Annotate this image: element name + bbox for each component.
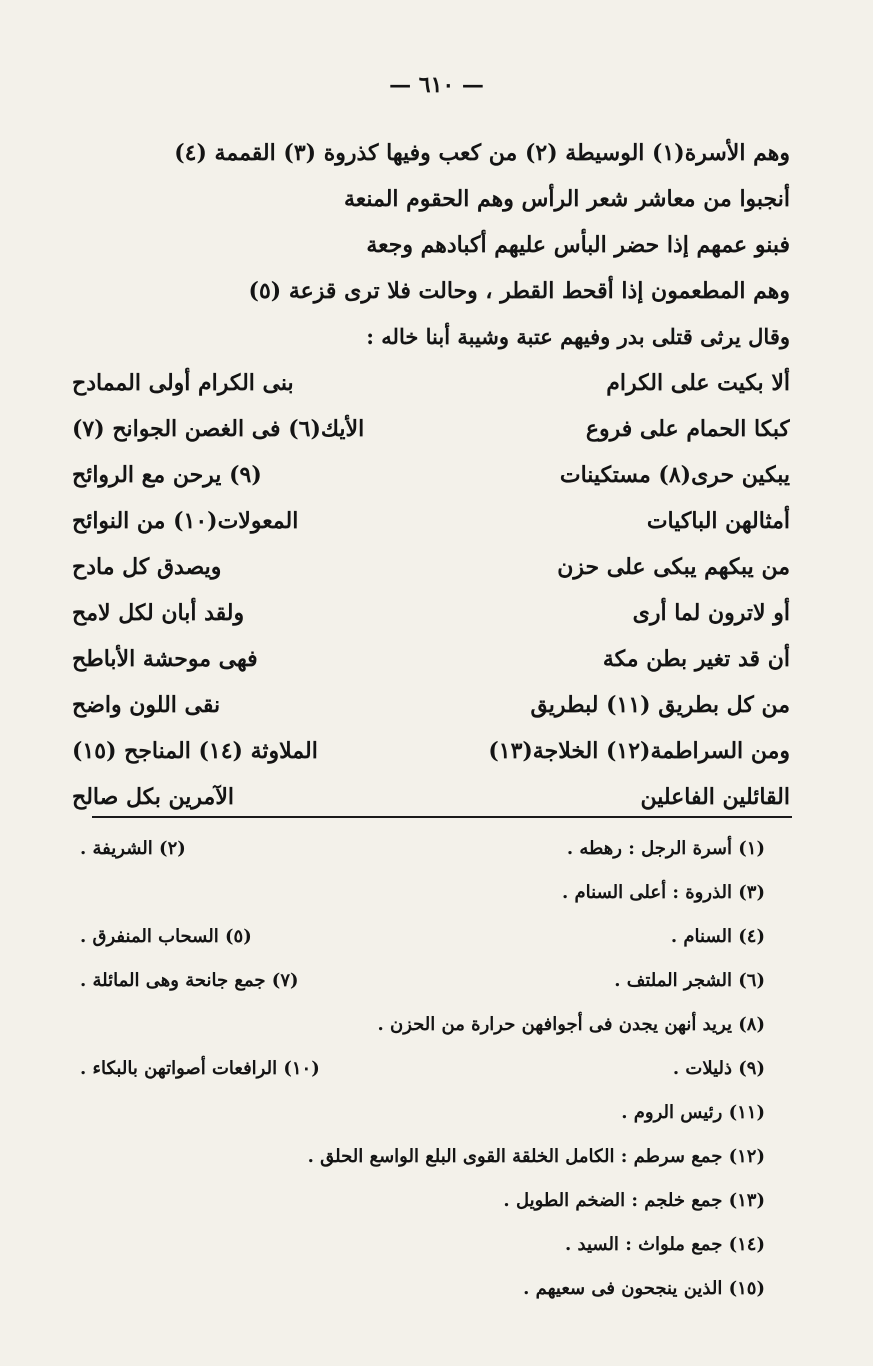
elegy-introduction: وقال يرثى قتلى بدر وفيهم عتبة وشيبة أبنا خاله :	[366, 324, 790, 349]
verse-first-hemistich: يبكين حرى(٨) مستكينات	[559, 462, 790, 488]
verse-line	[72, 406, 790, 452]
verse-line	[72, 774, 790, 820]
footnote-row	[70, 826, 765, 870]
verse-second-hemistich: الأيك(٦) فى الغصن الجوانح (٧)	[72, 416, 365, 442]
verse-first-hemistich: كبكا الحمام على فروع	[585, 416, 790, 442]
footnote: (٧) جمع جانحة وهى المائلة .	[80, 969, 299, 991]
verse-line	[72, 452, 790, 498]
verse-first-hemistich: ومن السراطمة(١٢) الخلاجة(١٣)	[488, 738, 790, 764]
footnote: (١٠) الرافعات أصواتهن بالبكاء .	[80, 1057, 320, 1079]
verse-first-hemistich: أمثالهن الباكيات	[646, 508, 790, 534]
verse-line	[72, 498, 790, 544]
footnote: (٤) السنام .	[670, 925, 765, 947]
footnote-row	[70, 1266, 765, 1310]
verse-line	[72, 682, 790, 728]
verse-line	[72, 590, 790, 636]
verse-second-hemistich: المعولات(١٠) من النوائح	[72, 508, 299, 534]
footnote-row	[70, 1046, 765, 1090]
footnote: (٦) الشجر الملتف .	[614, 969, 765, 991]
footnote-row	[70, 1178, 765, 1222]
footnote: (١٥) الذين ينجحون فى سعيهم .	[523, 1277, 765, 1299]
footnote-row	[70, 870, 765, 914]
footnote: (١) أسرة الرجل : رهطه .	[566, 837, 765, 859]
footnote: (٣) الذروة : أعلى السنام .	[561, 881, 765, 903]
verse-second-hemistich: (٩) يرحن مع الروائح	[72, 462, 262, 488]
footnote-row	[70, 1222, 765, 1266]
poem-line: وهم الأسرة(١) الوسيطة (٢) من كعب وفيها كذروة (٣) القممة (٤)	[174, 140, 790, 166]
verse-first-hemistich: أن قد تغير بطن مكة	[602, 646, 790, 672]
poem-line: فبنو عمهم إذا حضر البأس عليهم أكبادهم وجعة	[366, 232, 790, 258]
footnote: (١٢) جمع سرطم : الكامل الخلقة القوى البلع الواسع الحلق .	[307, 1145, 765, 1167]
poem-line: وهم المطعمون إذا أقحط القطر ، وحالت فلا ترى قزعة (٥)	[248, 278, 790, 304]
verse-second-hemistich: ولقد أبان لكل لامح	[72, 600, 245, 626]
footnote-row	[70, 1090, 765, 1134]
footnote: (٩) ذليلات .	[672, 1057, 765, 1079]
footnote-row	[70, 1134, 765, 1178]
verse-first-hemistich: أو لاترون لما أرى	[632, 600, 790, 626]
footnote-row	[70, 914, 765, 958]
verse-second-hemistich: فهى موحشة الأباطح	[72, 646, 258, 672]
verse-second-hemistich: بنى الكرام أولى الممادح	[72, 370, 294, 396]
verse-line	[72, 544, 790, 590]
poem-body	[72, 130, 790, 820]
footnote: (٥) السحاب المنفرق .	[80, 925, 252, 947]
verse-second-hemistich: الملاوثة (١٤) المناجح (١٥)	[72, 738, 318, 764]
footnote: (١٤) جمع ملواث : السيد .	[564, 1233, 765, 1255]
verse-first-hemistich: القائلين الفاعلين	[640, 784, 790, 810]
verse-second-hemistich: ويصدق كل مادح	[72, 554, 222, 580]
verse-line	[72, 360, 790, 406]
poem-line: أنجبوا من معاشر شعر الرأس وهم الحقوم المنعة	[343, 186, 790, 212]
footnote: (٢) الشريفة .	[80, 837, 186, 859]
verse-first-hemistich: من يبكهم يبكى على حزن	[557, 554, 790, 580]
verse-line	[72, 728, 790, 774]
footnote: (٨) يريد أنهن يجدن فى أجوافهن حرارة من الحزن .	[377, 1013, 765, 1035]
footnote: (١١) رئيس الروم .	[621, 1101, 765, 1123]
verse-first-hemistich: من كل بطريق (١١) لبطريق	[530, 692, 790, 718]
footnote-row	[70, 958, 765, 1002]
footnote: (١٣) جمع خلجم : الضخم الطويل .	[503, 1189, 765, 1211]
page-number: — ٦١٠ —	[389, 72, 484, 98]
verse-second-hemistich: نقى اللون واضح	[72, 692, 221, 718]
footnotes	[70, 826, 765, 1310]
verse-line	[72, 636, 790, 682]
footnote-row	[70, 1002, 765, 1046]
footnote-divider	[92, 816, 792, 818]
verse-second-hemistich: الآمرين بكل صالح	[72, 784, 234, 810]
verse-first-hemistich: ألا بكيت على الكرام	[606, 370, 790, 396]
